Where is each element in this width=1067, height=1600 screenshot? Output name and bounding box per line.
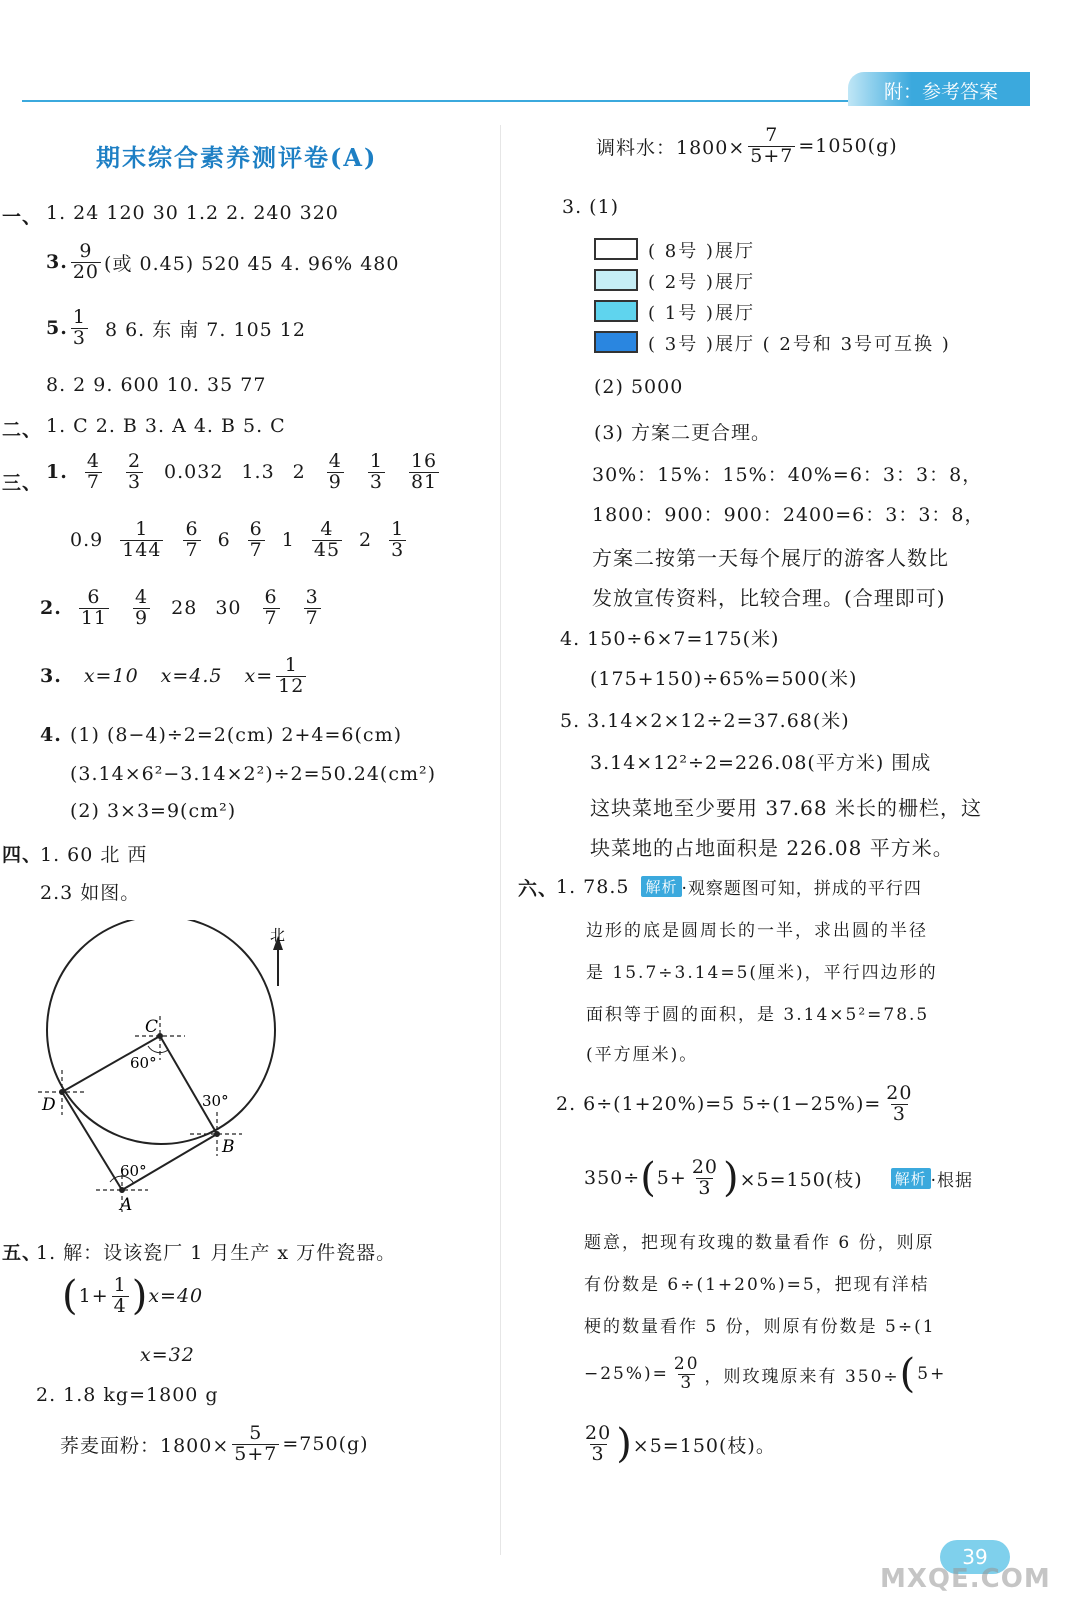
r-q3-2: (2) 5000 — [594, 376, 684, 398]
header-section-label: 附：参考答案 — [884, 81, 999, 103]
s3-q3: 3. — [40, 665, 62, 688]
s6-1c: 是 15.7÷3.14=5(厘米)，平行四边形的 — [586, 963, 938, 983]
label-d: D — [42, 1095, 56, 1115]
value: 2 — [292, 461, 306, 484]
r-q3-3: (3) 方案二更合理。 — [594, 422, 771, 444]
fraction: $\frac{7}{5+7}$ — [750, 124, 794, 167]
segment-cb — [160, 1036, 217, 1134]
legend-label: ( 2号 )展厅 — [648, 272, 755, 293]
s3-row3 — [40, 588, 324, 629]
s4-label: 四、 — [2, 844, 43, 866]
s6-row2b: 350÷ ( 5+ $\frac{20}{3}$ ) ×5=150(枝) 解析 ·根据 — [584, 1155, 974, 1202]
s4-r1: 1. 60 北 西 — [40, 844, 148, 866]
s1-row2 — [46, 242, 399, 283]
s4-r2: 2.3 如图。 — [40, 882, 141, 904]
s3-x1: x=10 — [83, 665, 139, 688]
fraction: $\frac{3}{7}$ — [305, 586, 319, 629]
legend-swatch — [594, 331, 638, 353]
legend-label: ( 8号 )展厅 — [648, 241, 755, 262]
label-a: A — [120, 1195, 133, 1215]
s3-x3: x= — [244, 665, 274, 688]
fraction: $\frac{1}{3}$ — [72, 306, 86, 349]
analysis-tag: 解析 — [641, 876, 681, 897]
fraction: $\frac{20}{3}$ — [691, 1156, 718, 1199]
r-q5b: 3.14×12²÷2=226.08(平方米) 围成 — [590, 752, 932, 774]
s3-l2: (3.14×6²−3.14×2²)÷2=50.24(cm²) — [70, 763, 437, 785]
s3-row4 — [40, 656, 309, 697]
s2-label: 二、 — [2, 419, 43, 441]
r-l1: 30%：15%：15%：40%=6：3：3：8， — [592, 464, 983, 486]
angle-arc-c — [148, 1046, 168, 1053]
angle-label-b: 30° — [202, 1092, 229, 1110]
point-a — [119, 1187, 125, 1193]
dashed-crosshairs — [38, 1016, 242, 1212]
r-q4a: 4. 150÷6×7=175(米) — [560, 628, 780, 650]
s3-q1: 1. — [46, 461, 68, 484]
r-q5c: 这块菜地至少要用 37.68 米长的栅栏，这 — [590, 796, 982, 820]
fraction: $\frac{1}{4}$ — [113, 1274, 127, 1317]
label-c: C — [145, 1017, 159, 1037]
value: 28 — [171, 597, 198, 620]
s6-1a: ·观察题图可知，拼成的平行四 — [681, 879, 922, 899]
r-l2: 1800：900：900：2400=6：3：3：8， — [592, 504, 985, 526]
s3-row1 — [46, 452, 442, 493]
north-label: 北 — [270, 926, 286, 944]
s6-1e: (平方厘米)。 — [586, 1045, 699, 1065]
legend-swatch — [594, 238, 638, 260]
fraction: $\frac{4}{7}$ — [86, 450, 100, 493]
s5-eq1: ( 1+ $\frac{1}{4}$ ) x=40 — [62, 1273, 204, 1320]
analysis-tag: 解析 — [891, 1168, 931, 1189]
column-divider — [500, 125, 501, 1555]
s3-l1: (1) (8−4)÷2=2(cm) 2+4=6(cm) — [70, 724, 403, 746]
value: 0.032 — [164, 461, 224, 484]
s6-2d: 有份数是 6÷(1+20%)=5，把现有洋桔 — [584, 1275, 930, 1295]
s1-row2-rest: (或 0.45) 520 45 4. 96% 480 — [104, 252, 400, 275]
s1-row3-rest: 8 6. 东 南 7. 105 12 — [104, 318, 306, 341]
r-q5d: 块菜地的占地面积是 226.08 平方米。 — [590, 836, 954, 860]
fraction: $\frac{6}{7}$ — [249, 518, 263, 561]
s3-l3: (2) 3×3=9(cm²) — [70, 800, 237, 822]
value: 0.9 — [70, 529, 104, 552]
s6-row2: 2. 6÷(1+20%)=5 5÷(1−25%)= $\frac{20}{3}$ — [556, 1082, 913, 1125]
r-q3: 3. (1) — [562, 196, 620, 218]
circle-outline — [47, 920, 275, 1144]
s1-row2-lead: 3. — [46, 251, 68, 274]
s5-r3: 荞麦面粉：1800× $\frac{5}{5+7}$ =750(g) — [60, 1422, 369, 1465]
s3-q4: 4. — [40, 724, 62, 746]
legend-label: ( 1号 )展厅 — [648, 303, 755, 324]
s1-row3 — [46, 308, 306, 349]
fraction: $\frac{20}{3}$ — [886, 1082, 913, 1125]
s6-2f: −25%)= $\frac{20}{3}$ ，则玫瑰原来有 350÷ ( 5+ — [584, 1351, 947, 1397]
page-title: 期末综合素养测评卷(A) — [96, 143, 378, 172]
s5-label: 五、 — [2, 1242, 43, 1264]
fraction: $\frac{4}{9}$ — [328, 450, 342, 493]
legend-swatch — [594, 269, 638, 291]
s3-row2 — [70, 520, 409, 561]
segment-da — [62, 1092, 122, 1190]
fraction: $\frac{6}{7}$ — [185, 518, 199, 561]
r-l4: 发放宣传资料，比较合理。(合理即可) — [592, 586, 946, 610]
r-q4b: (175+150)÷65%=500(米) — [590, 668, 858, 690]
header-rule — [22, 100, 848, 102]
fraction: $\frac{4}{9}$ — [135, 586, 149, 629]
fraction: $\frac{5}{5+7}$ — [234, 1422, 278, 1465]
s1-label: 一、 — [2, 206, 43, 228]
r-l3: 方案二按第一天每个展厅的游客人数比 — [592, 546, 949, 570]
s2-text: 1. C 2. B 3. A 4. B 5. C — [46, 415, 286, 437]
s1-row3-lead: 5. — [46, 317, 68, 340]
header-banner — [848, 72, 1030, 106]
angle-label-a: 60° — [120, 1162, 147, 1180]
value: 1 — [281, 529, 295, 552]
fraction: $\frac{1}{3}$ — [369, 450, 383, 493]
s6-row1 — [556, 874, 922, 899]
point-b — [214, 1131, 220, 1137]
circle-diagram — [30, 920, 310, 1220]
s1-row1: 1. 24 120 30 1.2 2. 240 320 — [46, 202, 339, 224]
page-number: 39 — [962, 1545, 988, 1569]
fraction: $\frac{1}{12}$ — [278, 654, 305, 697]
value: 30 — [215, 597, 242, 620]
fraction: $\frac{20}{3}$ — [673, 1353, 700, 1393]
s3-q2: 2. — [40, 597, 62, 620]
s6-2c: 题意，把现有玫瑰的数量看作 6 份，则原 — [584, 1233, 935, 1253]
s6-q1: 1. 78.5 — [556, 875, 630, 898]
fraction: $\frac{9}{20}$ — [72, 240, 100, 283]
fraction: $\frac{20}{3}$ — [585, 1422, 612, 1465]
fraction: $\frac{1}{3}$ — [391, 518, 405, 561]
s6-2g: $\frac{20}{3}$ ) ×5=150(枝)。 — [585, 1421, 776, 1468]
s1-row4: 8. 2 9. 600 10. 35 77 — [46, 374, 267, 396]
fraction: $\frac{1}{144}$ — [122, 518, 162, 561]
value: 2 — [359, 529, 373, 552]
fraction: $\frac{6}{11}$ — [80, 586, 108, 629]
s5-r1: 1. 解：设该瓷厂 1 月生产 x 万件瓷器。 — [36, 1242, 397, 1264]
s6-2e: 梗的数量看作 5 份，则原有份数是 5÷(1 — [584, 1317, 936, 1337]
fraction: $\frac{6}{7}$ — [264, 586, 278, 629]
s6-1b: 边形的底是圆周长的一半，求出圆的半径 — [586, 921, 928, 941]
point-d — [59, 1089, 65, 1095]
s6-label: 六、 — [518, 878, 559, 900]
s5-r2: 2. 1.8 kg=1800 g — [36, 1384, 219, 1406]
fraction: $\frac{2}{3}$ — [127, 450, 142, 493]
r-q5a: 5. 3.14×2×12÷2=37.68(米) — [560, 710, 850, 732]
angle-label-c: 60° — [130, 1054, 157, 1072]
s6-1d: 面积等于圆的面积，是 3.14×5²=78.5 — [586, 1005, 930, 1025]
value: 1.3 — [241, 461, 275, 484]
fraction: $\frac{16}{81}$ — [410, 450, 438, 493]
s3-label: 三、 — [2, 472, 43, 494]
legend-swatch — [594, 300, 638, 322]
s3-x2: x=4.5 — [160, 665, 223, 688]
watermark: MXQE.COM — [880, 1564, 1051, 1594]
legend-label: ( 3号 )展厅 ( 2号和 3号可互换 ) — [648, 334, 951, 355]
r-row0: 调料水：1800× $\frac{7}{5+7}$ =1050(g) — [596, 124, 898, 167]
s5-eq2: x=32 — [140, 1344, 195, 1366]
value: 6 — [217, 529, 231, 552]
label-b: B — [222, 1137, 235, 1157]
fraction: $\frac{4}{45}$ — [313, 518, 341, 561]
